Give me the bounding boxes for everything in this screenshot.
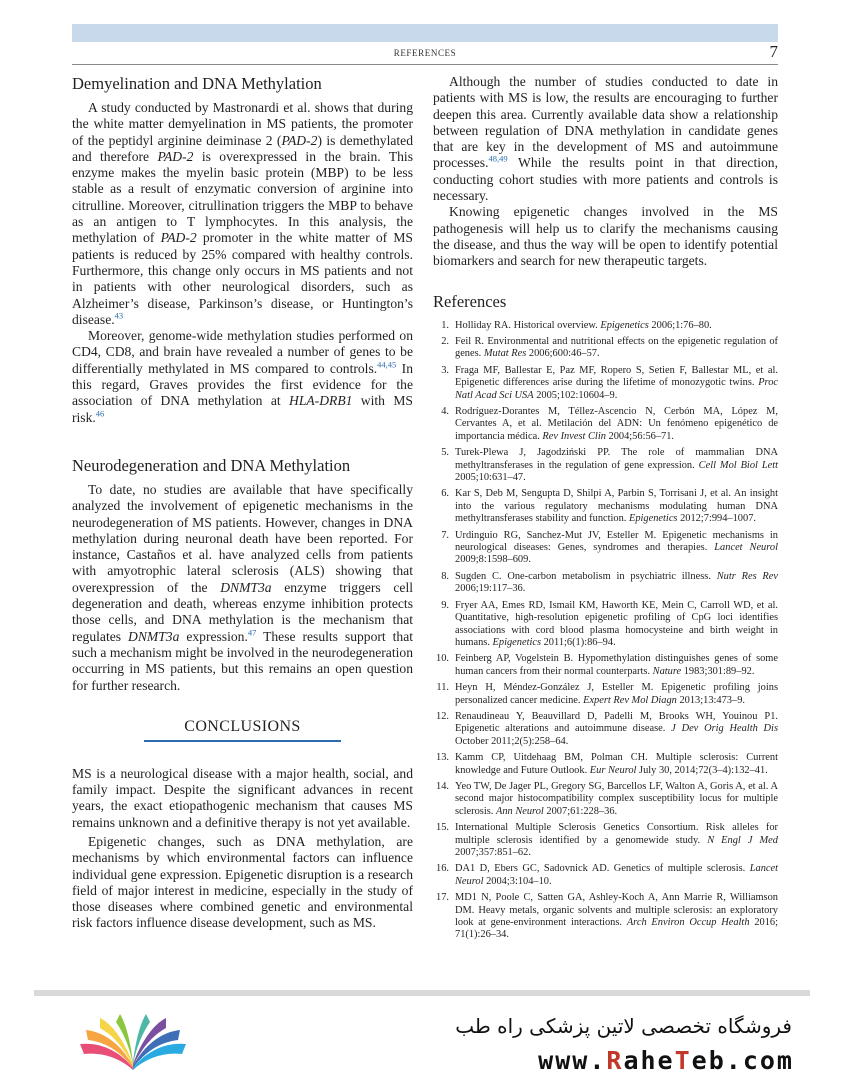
right-column: [433, 74, 778, 946]
citation-link[interactable]: 47: [247, 627, 257, 638]
running-head: [72, 42, 778, 65]
reference-text: Urdinguio RG, Sanchez-Mut JV, Esteller M. Epigenetic mechanisms in neurological diseases: Genes, syndromes and therapies.: [455, 529, 778, 554]
open-book-logo-icon: [74, 1010, 192, 1074]
reference-item: [433, 600, 778, 650]
reference-text: International Multiple Sclerosis Genetics Consortium. Risk alleles for multiple sclerosis identified by a genomewide study.: [455, 822, 778, 846]
conclusions-heading: CONCLUSIONS: [144, 718, 340, 742]
reference-volume: October 2011;2(5):258–64.: [455, 735, 569, 747]
paragraph-epigenetic-changes: Epigenetic changes, such as DNA methylation, are mechanisms by which environmental factors can influence individual gene expression. Epigenetic disruption is a research field of major interest in medicine, especially in the study of those diseases where combined genetic and environmental risk factors influence disease development, such as MS.: [72, 833, 413, 931]
reference-journal: Eur Neurol: [589, 764, 637, 776]
reference-text: Feil R. Environmental and nutritional effects on the epigenetic regulation of genes.: [455, 335, 778, 360]
reference-volume: 2007;61:228–36.: [543, 805, 618, 817]
reference-number: 1.: [441, 319, 449, 331]
reference-volume: 2012;7:994–1007.: [677, 513, 756, 525]
left-column: [72, 74, 413, 932]
citation-link[interactable]: 44,45: [377, 359, 397, 370]
reference-item: [433, 822, 778, 859]
reference-journal: Epigenetics: [600, 319, 649, 331]
reference-item: [433, 320, 778, 332]
reference-number: 11.: [436, 682, 449, 694]
reference-journal: Expert Rev Mol Diagn: [583, 694, 677, 706]
reference-item: [433, 711, 778, 748]
reference-number: 13.: [436, 752, 449, 764]
reference-item: [433, 406, 778, 443]
reference-volume: July 30, 2014;72(3–4):132–41.: [636, 764, 768, 776]
reference-text: Kar S, Deb M, Sengupta D, Shilpi A, Parbin S, Torrisani J, et al. An insight into the various regulatory mechanisms modulating human DNA methyltransferases stability and function.: [455, 488, 778, 525]
reference-number: 3.: [441, 364, 449, 376]
running-head-label: REFERENCES: [393, 48, 457, 58]
reference-number: 2.: [441, 335, 449, 347]
reference-number: 5.: [441, 447, 449, 459]
reference-text: DA1 D, Ebers GC, Sadovnick AD. Genetics of multiple sclerosis.: [455, 863, 750, 875]
paragraph-genome-wide: Moreover, genome-wide methylation studies performed on CD4, CD8, and brain have revealed a number of genes to be differentially methylated in MS compared to controls.$^{44,45}$ In this regard, Graves provides the first evidence for the association of DNA methylation at HLA-DRB1 with MS risk.$^{46}$: [72, 328, 413, 425]
reference-number: 10.: [436, 653, 449, 665]
paragraph-mastronardi: A study conducted by Mastronardi et al. shows that during the white matter demyelination in MS patients, the promoter of the peptidyl arginine deiminase 2 (PAD-2) is demethylated and therefore PAD-2 is overexpressed in the brain. This enzyme makes the myelin basic protein (MBP) to be less stable as a result of enzymatic conversion of arginine into citrulline. Moreover, citrullination triggers the MBP to behave as an antigen to T lymphocytes. In this analysis, the methylation of PAD-2 promoter in the white matter of MS patients is reduced by 25% compared with healthy controls. Furthermore, this change only occurs in MS patients and not in patients with other neurological disorders, such as Alzheimer’s disease, Parkinson’s disease, or Huntington’s disease.$^{43}$: [72, 100, 413, 327]
reference-item: [433, 653, 778, 678]
top-band: [0, 0, 844, 22]
reference-number: 9.: [441, 599, 449, 611]
reference-item: [433, 781, 778, 818]
reference-text: Heyn H, Méndez-González J, Esteller M. Epigenetic profiling joins personalized cancer medicine.: [455, 682, 778, 706]
reference-text: Turek-Plewa J, Jagodziński PP. The role of mammalian DNA methyltransferases in the regulation of gene expression.: [455, 447, 778, 471]
reference-number: 16.: [436, 863, 449, 875]
website-url[interactable]: www.RaheTeb.com: [538, 1046, 794, 1075]
reference-item: [433, 447, 778, 484]
reference-item: [433, 571, 778, 596]
reference-number: 14.: [436, 780, 449, 792]
reference-text: Yeo TW, De Jager PL, Gregory SG, Barcellos LF, Walton A, Goris A, et al. A second major histocompatibility complex susceptibility locus for multiple sclerosis.: [455, 780, 778, 817]
reference-volume: 2005;10:631–47.: [455, 472, 526, 484]
section-title-demyelination: Demyelination and DNA Methylation: [72, 74, 322, 93]
section-title-neurodegeneration: Neurodegeneration and DNA Methylation: [72, 455, 351, 475]
reference-journal: Arch Environ Occup Health: [626, 917, 750, 929]
citation-link[interactable]: 46: [95, 408, 105, 419]
reference-volume: 2016; 71(1):26–34.: [455, 917, 778, 941]
reference-number: 6.: [441, 488, 449, 500]
reference-item: [433, 682, 778, 707]
reference-number: 15.: [436, 822, 449, 834]
paragraph-neurodegeneration: To date, no studies are available that have specifically analyzed the involvement of epigenetic mechanisms in the neurodegeneration of MS patients. However, changes in DNA methylation during neuronal death have been reported. For instance, Castaños et al. have analyzed cells from patients with amyotrophic lateral sclerosis (ALS) showing that overexpression of the DNMT3a enzyme triggers cell degeneration and death, whereas enzyme inhibition protects those cells, and DNA methylation is the mechanism that regulates DNMT3a expression.$^{47}$ These results support that such a mechanism might be involved in the neurodegeneration occurring in MS patients, but this remains an open question for further research.: [72, 481, 414, 693]
reference-journal: Proc Natl Acad Sci USA: [455, 377, 778, 401]
reference-number: 4.: [441, 406, 449, 417]
page-number: 7: [769, 42, 778, 61]
reference-volume: 2006;600:46–57.: [526, 348, 600, 360]
footer-grey-strip: [34, 990, 810, 996]
reference-text: MD1 N, Poole C, Satten GA, Ashley-Koch A, Ann Marrie R, Williamson DM. Heavy metals, organic solvents and multiple sclerosis: an exploratory look at gene-environment interactions.: [455, 892, 778, 929]
conclusions-heading-wrap: [72, 718, 413, 742]
reference-item: [433, 336, 778, 361]
reference-journal: Lancet Neurol: [455, 863, 778, 887]
reference-volume: 1983;301:89–92.: [681, 665, 755, 677]
reference-text: Holliday RA. Historical overview.: [455, 319, 601, 331]
reference-journal: J Dev Orig Health Dis: [671, 723, 778, 735]
reference-journal: Rev Invest Clin: [542, 430, 606, 442]
reference-text: Rodríguez-Dorantes M, Téllez-Ascencio N, Cerbón MA, López M, Cervantes A, et al. Metilación del ADN: Un fenómeno epigenético de importancia médica.: [455, 406, 778, 442]
reference-text: Renaudineau Y, Beauvillard D, Padelli M, Brooks WH, Youinou P1. Epigenetic alterations and autoimmune disease.: [455, 710, 778, 735]
reference-text: Sugden C. One-carbon metabolism in psychiatric illness.: [455, 570, 717, 582]
reference-volume: 2011;6(1):86–94.: [541, 636, 616, 648]
paragraph-studies-low: Although the number of studies conducted to date in patients with MS is low, the results are encouraging to further deepen this area. Currently available data show a relationship between regulation of DNA methylation in candidate genes that are key in the development of MS and autoimmune processes.$^{48,49}$ While the results point in that direction, conducting cohort studies with more patients and controls is necessary.: [433, 74, 778, 204]
paragraph-ms-impact: MS is a neurological disease with a major health, social, and family impact. Despite the significant advances in recent years, the exact etiopathogenic mechanism that causes MS remains unknown and a definitive therapy is not yet available.: [72, 765, 413, 830]
citation-link[interactable]: 43: [114, 310, 124, 321]
reference-item: [433, 488, 778, 525]
reference-text: Fraga MF, Ballestar E, Paz MF, Ropero S, Setien F, Ballestar ML, et al. Epigenetic differences arise during the lifetime of monozygotic twins.: [455, 364, 778, 389]
reference-number: 7.: [441, 529, 449, 541]
reference-volume: 2004;56:56–71.: [605, 430, 675, 442]
store-name-persian: فروشگاه تخصصی لاتین پزشکی راه طب: [455, 1014, 792, 1038]
reference-text: Kamm CP, Uitdehaag BM, Polman CH. Multiple sclerosis: Current knowledge and Future Outlook.: [455, 752, 778, 776]
reference-item: [433, 863, 778, 888]
reference-item: [433, 365, 778, 402]
reference-item: [433, 892, 778, 942]
reference-journal: Nutr Res Rev: [716, 570, 779, 582]
reference-volume: 2007;357:851–62.: [455, 847, 531, 858]
reference-journal: Epigenetics: [629, 513, 678, 525]
reference-journal: N Engl J Med: [707, 834, 778, 846]
reference-number: 8.: [441, 570, 449, 582]
reference-journal: Nature: [652, 665, 682, 677]
reference-item: [433, 530, 778, 567]
reference-number: 12.: [436, 710, 449, 722]
reference-number: 17.: [436, 892, 449, 904]
reference-text: Fryer AA, Emes RD, Ismail KM, Haworth KE, Mein C, Carroll WD, et al. Quantitative, high-resolution epigenetic profiling of CpG loci identifies associations with cord blood plasma homocysteine and birth weight in humans.: [455, 599, 778, 648]
reference-volume: 2013;13:473–9.: [676, 694, 745, 706]
reference-text: Feinberg AP, Vogelstein B. Hypomethylation distinguishes genes of some human cancers from their normal counterparts.: [455, 653, 778, 677]
reference-journal: Cell Mol Biol Lett: [698, 459, 778, 471]
reference-journal: Lancet Neurol: [714, 542, 778, 554]
reference-volume: 2006;1:76–80.: [648, 319, 712, 331]
reference-volume: 2004;3:104–10.: [483, 875, 552, 887]
reference-item: [433, 752, 778, 777]
citation-link[interactable]: 48,49: [488, 153, 508, 164]
paragraph-knowing-epigenetic: Knowing epigenetic changes involved in the MS pathogenesis will help us to clarify the mechanisms causing the disease, and thus the way will be open to identify potential biomarkers and search for new therapeutic targets.: [433, 204, 778, 269]
reference-list: [433, 320, 778, 942]
reference-journal: Ann Neurol: [495, 805, 544, 817]
reference-volume: 2006;19:117–36.: [455, 583, 526, 595]
header-blue-rule: [72, 24, 778, 42]
references-heading: References: [433, 291, 507, 311]
reference-volume: 2005;102:10604–9.: [533, 389, 618, 401]
reference-volume: 2009;8:1598–609.: [455, 554, 531, 566]
reference-journal: Epigenetics: [492, 636, 542, 648]
reference-journal: Mutat Res: [483, 348, 527, 360]
